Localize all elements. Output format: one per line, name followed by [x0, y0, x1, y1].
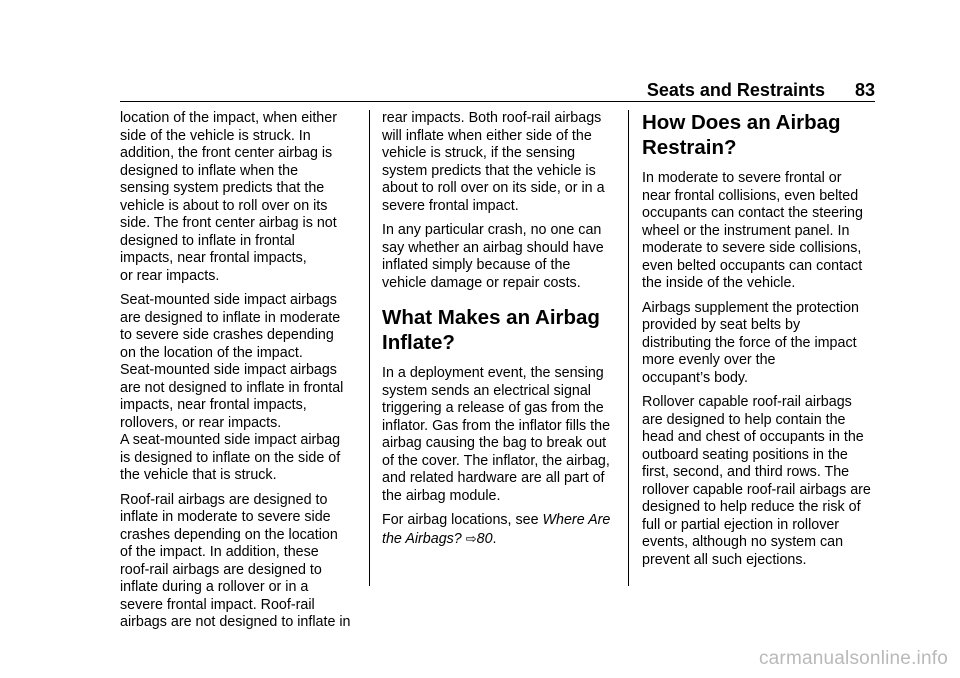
- text-line: prevent all such ejections.: [642, 551, 807, 568]
- text-line: designed to inflate when the: [120, 162, 299, 179]
- text-line: the vehicle that is struck.: [120, 467, 277, 483]
- text-line: Rollover capable roof-rail airbags: [642, 394, 852, 410]
- text-line: wheel or the instrument panel. In: [642, 222, 850, 239]
- text-line: airbag causing the bag to break out: [382, 435, 607, 451]
- paragraph: [382, 110, 630, 215]
- text-line: side of the vehicle is struck. In: [120, 127, 311, 144]
- text-line: on the location of the impact.: [120, 344, 303, 361]
- arrow-right-icon: ⇨: [465, 530, 477, 546]
- column-1: [120, 110, 368, 639]
- page-number: 83: [854, 80, 875, 100]
- text-line: are not designed to inflate in frontal: [120, 379, 344, 396]
- text-line: Airbags supplement the protection: [642, 299, 859, 316]
- text-line: are designed to inflate in moderate: [120, 309, 341, 326]
- text-line: inflate in moderate to severe side: [120, 509, 331, 525]
- text-line: near frontal collisions, even belted: [642, 187, 859, 204]
- text-line: the inside of the vehicle.: [642, 275, 796, 291]
- text-line: side. The front center airbag is not: [120, 215, 337, 231]
- text-line: vehicle is struck, if the sensing: [382, 145, 576, 161]
- text-line: roof-rail airbags are designed to: [120, 561, 322, 578]
- text-line: and related hardware are all part of: [382, 470, 605, 486]
- text-line: What Makes an Airbag: [382, 306, 600, 329]
- paragraph: [642, 170, 877, 293]
- text-line: events, although no system can: [642, 534, 844, 550]
- text-line: In moderate to severe frontal or: [642, 170, 842, 186]
- column-divider: [369, 110, 370, 586]
- text-line: impacts, near frontal impacts,: [120, 397, 307, 413]
- text-line: rollover capable roof-rail airbags are: [642, 481, 871, 498]
- xref-link[interactable]: Where Are the Airbags? ⇨80: [382, 512, 611, 547]
- text-line: say whether an airbag should have: [382, 239, 604, 256]
- text-line: In a deployment event, the sensing: [382, 365, 604, 381]
- paragraph: [642, 300, 877, 388]
- text-line: In any particular crash, no one can: [382, 222, 602, 238]
- watermark: carmanualsonline.info: [758, 648, 948, 669]
- text-line: A seat-mounted side impact airbag: [120, 432, 341, 448]
- text-line: Seat-mounted side impact airbags: [120, 362, 337, 378]
- text-line: crashes depending on the location: [120, 526, 338, 543]
- text-line: distributing the force of the impact: [642, 334, 857, 351]
- text-line: How Does an Airbag: [642, 111, 841, 134]
- section-title: Seats and Restraints: [646, 80, 825, 100]
- text-line: severe frontal impact.: [382, 197, 519, 214]
- text-line: even belted occupants can contact: [642, 257, 863, 274]
- text-line: Restrain?: [642, 136, 737, 159]
- text-line: vehicle is about to roll over on its: [120, 197, 328, 214]
- text-line: are designed to help contain the: [642, 411, 846, 428]
- text-line: more evenly over the: [642, 352, 776, 368]
- text-line: system sends an electrical signal: [382, 382, 591, 399]
- text-line: rollovers, or rear impacts.: [120, 414, 282, 431]
- text-line: about to roll over on its side, or in a: [382, 180, 605, 196]
- page-header: [120, 80, 875, 101]
- text-line: head and chest of occupants in the: [642, 429, 864, 445]
- text-line: full or partial ejection in rollover: [642, 516, 840, 533]
- text-line: inflated simply because of the: [382, 257, 571, 273]
- paragraph: [382, 222, 630, 292]
- paragraph-xref: For airbag locations, see Where Are the Airbags? ⇨80.: [382, 512, 611, 547]
- paragraph: [120, 492, 368, 632]
- paragraph: [382, 365, 630, 505]
- text-line: location of the impact, when either: [120, 110, 337, 126]
- section-heading: [642, 110, 877, 160]
- text-line: inflate during a rollover or in a: [120, 579, 309, 595]
- text-line: impacts, near frontal impacts,: [120, 250, 307, 266]
- text-line: will inflate when either side of the: [382, 127, 592, 144]
- section-heading: [382, 305, 630, 355]
- text-line: severe frontal impact. Roof-rail: [120, 596, 315, 613]
- text-line: is designed to inflate on the side of: [120, 449, 341, 466]
- text-line: to severe side crashes depending: [120, 327, 334, 343]
- header-rule: [120, 101, 875, 102]
- column-2: [382, 110, 630, 555]
- text-line: first, second, and third rows. The: [642, 464, 850, 480]
- text-line: the airbag module.: [382, 487, 501, 504]
- text-line: moderate to severe side collisions,: [642, 240, 862, 256]
- text-line: vehicle damage or repair costs.: [382, 274, 581, 291]
- text-line: rear impacts. Both roof-rail airbags: [382, 110, 602, 126]
- paragraph: [120, 110, 368, 285]
- text-line: system predicts that the vehicle is: [382, 162, 596, 179]
- column-3: [642, 110, 877, 576]
- text-line: sensing system predicts that the: [120, 180, 325, 196]
- text-line: Roof-rail airbags are designed to: [120, 491, 328, 508]
- text-line: occupants can contact the steering: [642, 205, 863, 221]
- column-divider: [628, 110, 629, 586]
- text-line: Inflate?: [382, 331, 455, 354]
- text-line: provided by seat belts by: [642, 317, 801, 333]
- text-line: outboard seating positions in the: [642, 446, 848, 463]
- paragraph: [642, 394, 877, 569]
- text-line: or rear impacts.: [120, 267, 220, 284]
- text-line: of the impact. In addition, these: [120, 544, 319, 560]
- text-line: airbags are not designed to inflate in: [120, 614, 351, 630]
- text-line: designed to help reduce the risk of: [642, 499, 861, 515]
- text-line: triggering a release of gas from the: [382, 400, 604, 416]
- paragraph: [120, 292, 368, 485]
- text-line: occupant’s body.: [642, 369, 748, 386]
- text-line: addition, the front center airbag is: [120, 145, 333, 161]
- text-line: designed to inflate in frontal: [120, 232, 295, 249]
- text-line: of the cover. The inflator, the airbag,: [382, 452, 610, 469]
- text-line: Seat-mounted side impact airbags: [120, 292, 337, 308]
- text-line: inflator. Gas from the inflator fills the: [382, 417, 611, 434]
